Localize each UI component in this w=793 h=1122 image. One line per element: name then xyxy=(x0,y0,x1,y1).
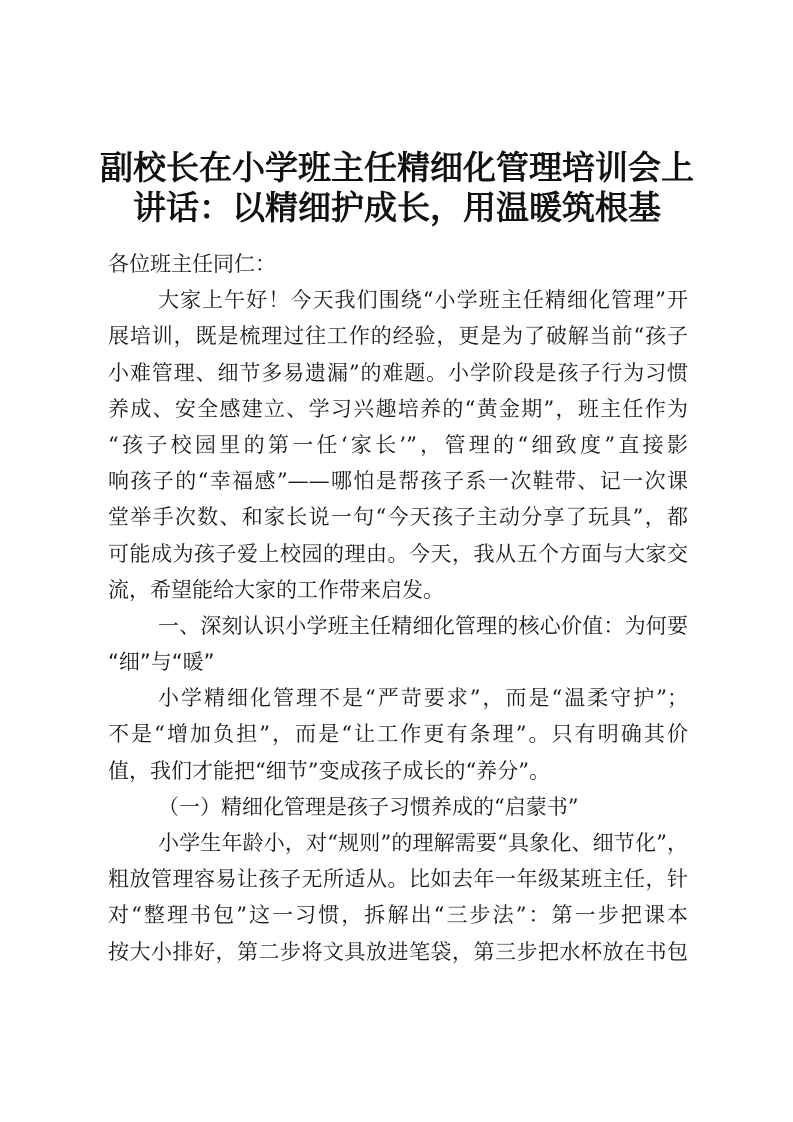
paragraph-opening xyxy=(108,282,688,608)
text-line: 小学生年龄小，对“规则”的理解需要“具象化、细节化”， xyxy=(158,831,688,855)
text-line: 按大小排好，第二步将文具放进笔袋，第三步把水杯放在书包 xyxy=(108,939,688,964)
title-line-2: 讲话：以精细护成长，用温暖筑根基 xyxy=(133,188,661,227)
text-line: 养成、安全感建立、学习兴趣培养的“黄金期”，班主任作为 xyxy=(108,396,688,421)
section-heading-1 xyxy=(108,608,688,680)
text-line: 小难管理、细节多易遗漏”的难题。小学阶段是孩子行为习惯 xyxy=(108,360,688,385)
text-line: 对“整理书包”这一习惯，拆解出“三步法”：第一步把课本 xyxy=(108,903,688,928)
text-line: 可能成为孩子爱上校园的理由。今天，我从五个方面与大家交 xyxy=(108,541,688,566)
heading-line: “细”与“暖” xyxy=(108,650,215,675)
document-body xyxy=(108,246,688,970)
text-line: 粗放管理容易让孩子无所适从。比如去年一年级某班主任，针 xyxy=(108,867,688,892)
text-line: 响孩子的“幸福感”——哪怕是帮孩子系一次鞋带、记一次课 xyxy=(108,469,688,494)
subheading-line: （一）精细化管理是孩子习惯养成的“启蒙书” xyxy=(158,794,579,819)
text-line: 不是“增加负担”，而是“让工作更有条理”。只有明确其价 xyxy=(108,722,688,747)
subsection-heading-1 xyxy=(108,789,688,825)
title-line-1: 副校长在小学班主任精细化管理培训会上 xyxy=(100,148,694,187)
text-line: 堂举手次数、和家长说一句“今天孩子主动分享了玩具”，都 xyxy=(108,505,688,530)
text-line: 流，希望能给大家的工作带来启发。 xyxy=(108,577,444,602)
salutation: 各位班主任同仁： xyxy=(108,252,276,276)
text-line: 小学精细化管理不是“严苛要求”，而是“温柔守护”； xyxy=(158,686,688,711)
text-line: “孩子校园里的第一任‘家长’”，管理的“细致度”直接影 xyxy=(108,432,688,457)
text-line: 大家上午好！今天我们围绕“小学班主任精细化管理”开 xyxy=(158,288,688,313)
paragraph-habits xyxy=(108,825,688,970)
paragraph-value xyxy=(108,680,688,789)
text-line: 值，我们才能把“细节”变成孩子成长的“养分”。 xyxy=(108,758,550,783)
text-line: 展培训，既是梳理过往工作的经验，更是为了破解当前“孩子 xyxy=(108,324,688,349)
heading-line: 一、深刻认识小学班主任精细化管理的核心价值：为何要 xyxy=(158,613,688,638)
document-title xyxy=(100,148,694,228)
